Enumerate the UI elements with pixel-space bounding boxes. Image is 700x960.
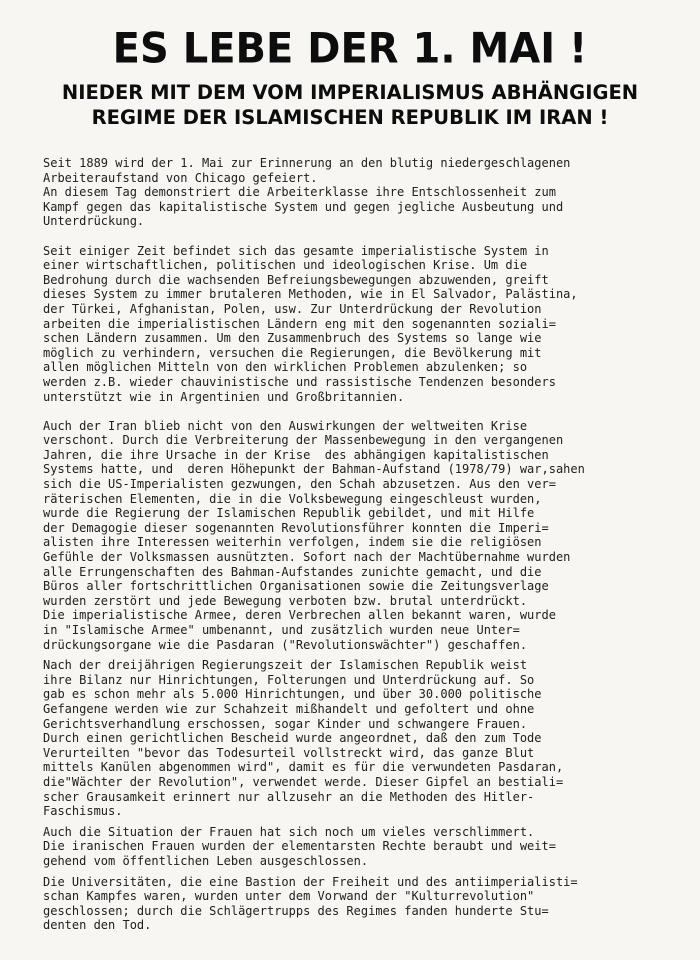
- text-line: in "Islamische Armee" umbenannt, und zusätzlich wurden neue Unter=: [43, 623, 520, 637]
- text-line: wurde die Regierung der Islamischen Republik gebildet, und mit Hilfe: [43, 506, 535, 521]
- text-line: schan Kampfes waren, wurden unter dem Vorwand der "Kulturrevolution": [43, 889, 535, 904]
- text-line: Faschismus.: [43, 804, 123, 819]
- paragraph: [43, 658, 683, 819]
- text-line: Gefühle der Volksmassen ausnützten. Sofort nach der Machtübernahme wurden: [43, 550, 571, 565]
- text-line: ihre Bilanz nur Hinrichtungen, Folterungen und Unterdrückung auf. So: [43, 672, 535, 687]
- text-line: Durch einen gerichtlichen Bescheid wurde angeordnet, daß den zum Tode: [43, 731, 542, 746]
- paragraph: [43, 244, 683, 405]
- text-line: arbeiten die imperialistischen Ländern eng mit den sogenannten soziali=: [43, 316, 556, 331]
- text-line: verschont. Durch die Verbreiterung der Massenbewegung in den vergangenen: [43, 433, 564, 448]
- text-line: Arbeiteraufstand von Chicago gefeiert.: [43, 170, 318, 185]
- paragraph: [43, 875, 683, 933]
- text-line: allen möglichen Mitteln von den wirklichen Problemen abzulenken; so: [43, 360, 528, 375]
- text-line: räterischen Elementen, die in die Volksbewegung eingeschleust wurden,: [43, 491, 542, 506]
- text-line: der Demagogie dieser sogenannten Revolutionsführer konnten die Imperi=: [43, 520, 549, 535]
- text-line: Gefangene werden wie zur Schahzeit mißhandelt und gefoltert und ohne: [43, 701, 535, 716]
- text-line: einer wirtschaftlichen, politischen und ideologischen Krise. Um die: [43, 258, 528, 273]
- paragraph: [43, 825, 683, 869]
- text-line: schen Ländern zusammen. Um den Zusammenbruch des Systems so lange wie: [43, 331, 542, 346]
- text-line: geschlossen; durch die Schlägertrupps des Regimes fanden hunderte Stu=: [43, 903, 549, 918]
- subtitle: [0, 80, 700, 130]
- subtitle-line: NIEDER MIT DEM VOM IMPERIALISMUS ABHÄNGIGEN: [61, 81, 639, 104]
- text-line: Seit einiger Zeit befindet sich das gesamte imperialistische System in: [43, 243, 549, 258]
- text-line: Die imperialistische Armee, deren Verbrechen allen bekannt waren, wurde: [43, 608, 556, 623]
- text-line: scher Grausamkeit erinnert nur allzusehr an die Methoden des Hitler-: [43, 789, 535, 804]
- paragraph: [43, 156, 683, 229]
- text-line: dieses System zu immer brutaleren Methoden, wie in El Salvador, Palästina,: [43, 287, 578, 302]
- text-line: gehend vom öffentlichen Leben ausgeschlossen.: [43, 853, 369, 868]
- text-line: Gerichtsverhandlung erschossen, sogar Kinder und schwangere Frauen.: [43, 716, 528, 731]
- text-line: alisten ihre Interessen weiterhin verfolgen, indem sie die religiösen: [43, 535, 542, 550]
- text-line: werden z.B. wieder chauvinistische und rassistische Tendenzen besonders: [43, 374, 556, 389]
- text-line: Auch der Iran blieb nicht von den Auswirkungen der weltweiten Krise: [43, 418, 528, 433]
- text-line: Seit 1889 wird der 1. Mai zur Erinnerung an den blutig niedergeschlagenen: [43, 156, 571, 170]
- text-line: Bedrohung durch die wachsenden Befreiungsbewegungen abzuwenden, greift: [43, 272, 549, 287]
- text-line: drückungsorgane wie die Pasdaran ("Revolutionswächter") geschaffen.: [43, 637, 528, 652]
- paragraph: [43, 419, 683, 653]
- text-line: Auch die Situation der Frauen hat sich noch um vieles verschlimmert.: [43, 824, 535, 839]
- text-line: An diesem Tag demonstriert die Arbeiterklasse ihre Entschlossenheit zum: [43, 185, 556, 200]
- text-line: Unterdrückung.: [43, 214, 145, 229]
- text-line: der Türkei, Afghanistan, Polen, usw. Zur Unterdrückung der Revolution: [43, 301, 542, 316]
- text-line: die"Wächter der Revolution", verwendet werde. Dieser Gipfel an bestiali=: [43, 774, 564, 789]
- text-line: möglich zu verhindern, versuchen die Regierungen, die Bevölkerung mit: [43, 345, 542, 360]
- text-line: gab es schon mehr als 5.000 Hinrichtungen, und über 30.000 politische: [43, 687, 542, 702]
- text-line: alle Errungenschaften des Bahman-Aufstandes zunichte gemacht, und die: [43, 564, 542, 579]
- text-line: unterstützt wie in Argentinien und Großbritannien.: [43, 389, 405, 404]
- subtitle-line: REGIME DER ISLAMISCHEN REPUBLIK IM IRAN !: [91, 106, 609, 129]
- page-title: ES LEBE DER 1. MAI !: [112, 24, 588, 74]
- text-line: wurden zerstört und jede Bewegung verboten bzw. brutal unterdrückt.: [43, 593, 528, 608]
- text-line: Verurteilten "bevor das Todesurteil vollstreckt wird, das ganze Blut: [43, 745, 535, 760]
- text-line: Jahren, die ihre Ursache in der Krise des abhängigen kapitalistischen: [43, 447, 549, 462]
- text-line: Die Universitäten, die eine Bastion der Freiheit und des antiimperialisti=: [43, 874, 578, 889]
- text-line: Büros aller fortschrittlichen Organisationen sowie die Zeitungsverlage: [43, 579, 549, 594]
- text-line: denten den Tod.: [43, 918, 152, 933]
- body-text: [43, 156, 683, 939]
- text-line: Nach der dreijährigen Regierungszeit der Islamischen Republik weist: [43, 658, 528, 673]
- text-line: Die iranischen Frauen wurden der elementarsten Rechte beraubt und weit=: [43, 839, 556, 854]
- text-line: mittels Kanülen abgenommen wird", damit es für die verwundeten Pasdaran,: [43, 760, 564, 775]
- text-line: Systems hatte, und deren Höhepunkt der Bahman-Aufstand (1978/79) war,sahen: [43, 462, 585, 477]
- text-line: Kampf gegen das kapitalistische System und gegen jegliche Ausbeutung und: [43, 199, 564, 214]
- text-line: sich die US-Imperialisten gezwungen, den Schah abzusetzen. Aus den ver=: [43, 477, 556, 492]
